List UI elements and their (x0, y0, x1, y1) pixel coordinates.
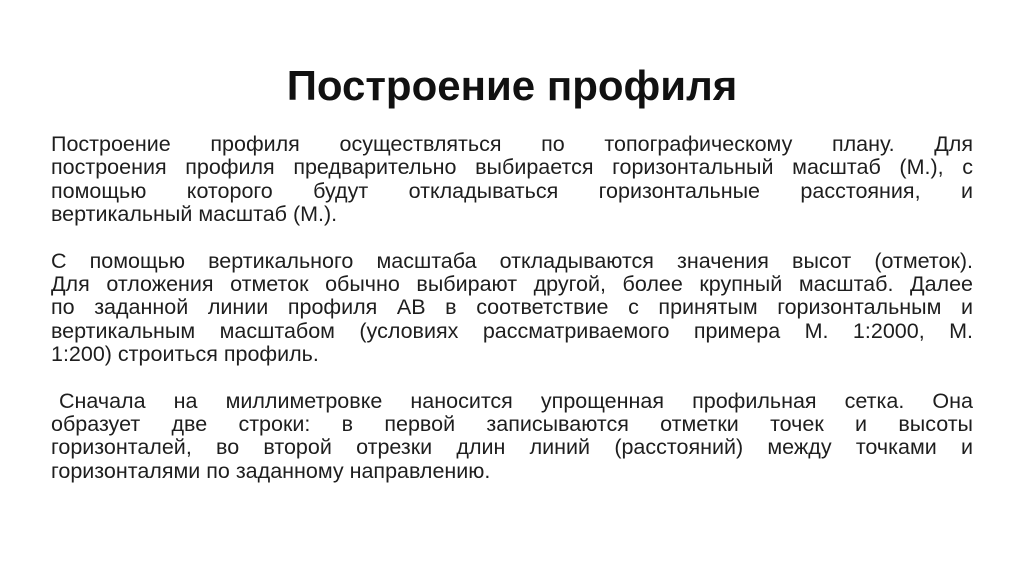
text-line: Для отложения отметок обычно выбирают другой, более крупный масштаб. Далее (51, 272, 973, 297)
text-line: С помощью вертикального масштаба откладываются значения высот (отметок). (51, 248, 973, 273)
slide-title: Построение профиля (286, 62, 738, 109)
text-line: горизонталей, во второй отрезки длин линий (расстояний) между точками и (51, 435, 973, 460)
text-line: вертикальный масштаб (М.). (51, 202, 338, 227)
text-line: вертикальным масштабом (условиях рассматриваемого примера М. 1:2000, М. (51, 318, 973, 343)
text-line: Построение профиля осуществляться по топографическому плану. Для (51, 132, 973, 156)
text-line: построения профиля предварительно выбирается горизонтальный масштаб (М.), с (51, 155, 973, 180)
paragraph-3 (51, 390, 973, 484)
text-line: Сначала на миллиметровке наносится упрощенная профильная сетка. Она (59, 388, 973, 413)
paragraph-2 (51, 250, 973, 367)
paragraph-1 (51, 133, 973, 227)
slide-body (51, 133, 973, 506)
text-line: 1:200) строиться профиль. (51, 342, 319, 367)
text-line: образует две строки: в первой записываются отметки точек и высоты (51, 412, 973, 437)
text-line: помощью которого будут откладываться горизонтальные расстояния, и (51, 178, 973, 203)
text-line: по заданной линии профиля АВ в соответствие с принятым горизонтальным и (51, 295, 973, 320)
text-line: горизонталями по заданному направлению. (51, 458, 491, 483)
